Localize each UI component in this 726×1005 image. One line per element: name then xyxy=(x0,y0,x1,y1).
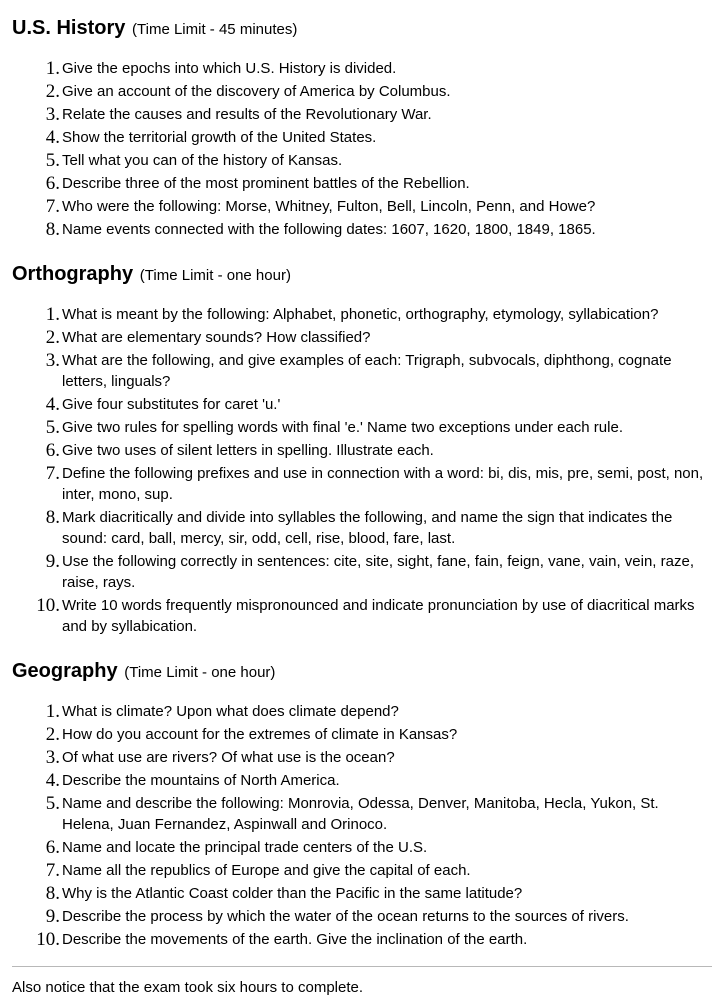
question-number: 1. xyxy=(45,58,60,79)
time-limit: (Time Limit - 45 minutes) xyxy=(132,21,298,38)
question-number: 9. xyxy=(45,551,60,572)
question-list xyxy=(12,304,712,637)
question-text: Give the epochs into which U.S. History is divided. xyxy=(62,60,397,77)
question-item xyxy=(12,770,712,791)
question-number: 9. xyxy=(45,906,60,927)
question-text: Give an account of the discovery of America by Columbus. xyxy=(62,83,451,100)
section-orthography xyxy=(12,260,712,637)
question-item xyxy=(12,551,712,593)
question-number: 4. xyxy=(45,770,60,791)
question-text: How do you account for the extremes of climate in Kansas? xyxy=(62,726,458,743)
question-text: Use the following correctly in sentences: cite, site, sight, fane, fain, feign, vane, vain, vein, raze, raise, rays. xyxy=(62,553,694,591)
section-title: Geography xyxy=(12,660,118,682)
question-text: What is meant by the following: Alphabet, phonetic, orthography, etymology, syllabication? xyxy=(62,306,659,323)
question-text: Describe three of the most prominent battles of the Rebellion. xyxy=(62,175,470,192)
question-text: Name events connected with the following dates: 1607, 1620, 1800, 1849, 1865. xyxy=(62,221,596,238)
section-heading xyxy=(12,657,712,683)
question-item xyxy=(12,837,712,858)
divider xyxy=(12,966,712,967)
question-text: Of what use are rivers? Of what use is the ocean? xyxy=(62,749,395,766)
question-item xyxy=(12,417,712,438)
question-item xyxy=(12,463,712,505)
time-limit: (Time Limit - one hour) xyxy=(124,664,276,681)
question-text: Describe the mountains of North America. xyxy=(62,772,340,789)
question-number: 2. xyxy=(45,724,60,745)
question-text: Give two rules for spelling words with final 'e.' Name two exceptions under each rule. xyxy=(62,419,623,436)
question-list xyxy=(12,58,712,240)
section-heading xyxy=(12,260,712,286)
question-number: 10. xyxy=(36,595,60,616)
question-number: 3. xyxy=(45,747,60,768)
question-text: Describe the process by which the water of the ocean returns to the sources of rivers. xyxy=(62,908,629,925)
question-item xyxy=(12,929,712,950)
question-item xyxy=(12,793,712,835)
question-item xyxy=(12,883,712,904)
question-item xyxy=(12,595,712,637)
question-item xyxy=(12,150,712,171)
question-text: What are the following, and give examples of each: Trigraph, subvocals, diphthong, cognate letters, linguals? xyxy=(62,352,672,390)
question-number: 4. xyxy=(45,127,60,148)
footer-note: Also notice that the exam took six hours to complete. xyxy=(12,979,364,996)
question-item xyxy=(12,196,712,217)
question-item xyxy=(12,350,712,392)
question-number: 10. xyxy=(36,929,60,950)
section-geography xyxy=(12,657,712,950)
question-number: 1. xyxy=(45,701,60,722)
question-item xyxy=(12,58,712,79)
question-item xyxy=(12,724,712,745)
question-number: 1. xyxy=(45,304,60,325)
question-text: Give two uses of silent letters in spelling. Illustrate each. xyxy=(62,442,434,459)
question-item xyxy=(12,173,712,194)
exam-page xyxy=(12,14,712,998)
question-number: 3. xyxy=(45,350,60,371)
section-title: U.S. History xyxy=(12,17,126,39)
question-text: Relate the causes and results of the Revolutionary War. xyxy=(62,106,432,123)
question-item xyxy=(12,127,712,148)
question-item xyxy=(12,747,712,768)
question-number: 7. xyxy=(45,196,60,217)
question-text: Tell what you can of the history of Kansas. xyxy=(62,152,343,169)
question-number: 4. xyxy=(45,394,60,415)
time-limit: (Time Limit - one hour) xyxy=(139,267,291,284)
question-text: Name and describe the following: Monrovia, Odessa, Denver, Manitoba, Hecla, Yukon, St. Helena, Juan Fernandez, Aspinwall and Orinoco. xyxy=(62,795,659,833)
question-number: 8. xyxy=(45,219,60,240)
question-item xyxy=(12,701,712,722)
question-number: 8. xyxy=(45,883,60,904)
section-heading xyxy=(12,14,712,40)
question-text: Name and locate the principal trade centers of the U.S. xyxy=(62,839,428,856)
question-item xyxy=(12,507,712,549)
question-number: 6. xyxy=(45,440,60,461)
question-number: 5. xyxy=(45,793,60,814)
question-item xyxy=(12,81,712,102)
question-number: 7. xyxy=(45,860,60,881)
question-number: 2. xyxy=(45,81,60,102)
question-text: Show the territorial growth of the United States. xyxy=(62,129,377,146)
question-text: Write 10 words frequently mispronounced and indicate pronunciation by use of diacritical marks and by syllabication. xyxy=(62,597,695,635)
question-number: 5. xyxy=(45,150,60,171)
question-number: 6. xyxy=(45,837,60,858)
question-item xyxy=(12,394,712,415)
question-number: 6. xyxy=(45,173,60,194)
question-item xyxy=(12,906,712,927)
question-item xyxy=(12,219,712,240)
question-text: Why is the Atlantic Coast colder than the Pacific in the same latitude? xyxy=(62,885,523,902)
question-number: 8. xyxy=(45,507,60,528)
question-text: What is climate? Upon what does climate depend? xyxy=(62,703,399,720)
section-title: Orthography xyxy=(12,263,134,285)
question-text: What are elementary sounds? How classified? xyxy=(62,329,371,346)
question-text: Mark diacritically and divide into syllables the following, and name the sign that indicates the sound: card, ball, mercy, sir, odd, cell, rise, blood, fare, last. xyxy=(62,509,673,547)
question-number: 2. xyxy=(45,327,60,348)
section-us-history xyxy=(12,14,712,240)
question-text: Name all the republics of Europe and give the capital of each. xyxy=(62,862,471,879)
question-item xyxy=(12,860,712,881)
question-item xyxy=(12,327,712,348)
question-item xyxy=(12,304,712,325)
question-item xyxy=(12,440,712,461)
question-text: Describe the movements of the earth. Give the inclination of the earth. xyxy=(62,931,528,948)
question-list xyxy=(12,701,712,950)
question-number: 3. xyxy=(45,104,60,125)
question-number: 7. xyxy=(45,463,60,484)
question-text: Who were the following: Morse, Whitney, Fulton, Bell, Lincoln, Penn, and Howe? xyxy=(62,198,596,215)
question-item xyxy=(12,104,712,125)
question-number: 5. xyxy=(45,417,60,438)
question-text: Define the following prefixes and use in connection with a word: bi, dis, mis, pre, semi, post, non, inter, mono, sup. xyxy=(62,465,704,503)
question-text: Give four substitutes for caret 'u.' xyxy=(62,396,281,413)
